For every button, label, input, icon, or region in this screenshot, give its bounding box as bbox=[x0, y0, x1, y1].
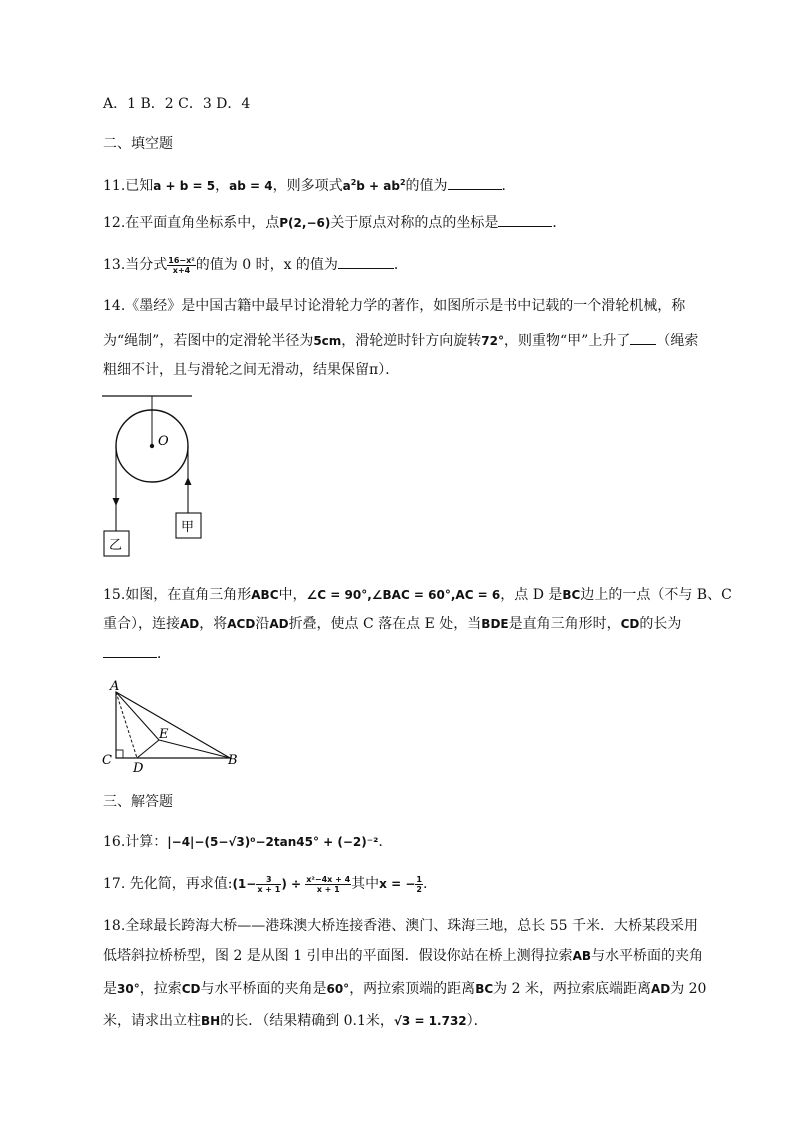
q17-part-1: (1− bbox=[232, 877, 257, 891]
q15-bde: BDE bbox=[481, 617, 509, 631]
vertex-d-label: D bbox=[133, 761, 144, 774]
section-title-fill-blank: 二、填空题 bbox=[103, 136, 173, 152]
q15-acd: ACD bbox=[227, 617, 256, 631]
pulley-center-label: O bbox=[158, 434, 169, 449]
segment-de bbox=[137, 740, 159, 758]
vertex-a-label: A bbox=[110, 679, 120, 694]
q14-line-3: 粗细不计，且与滑轮之间无滑动，结果保留π）． bbox=[103, 362, 400, 378]
q17-mid: 其中 bbox=[351, 876, 380, 892]
q14-text-b: ，滑轮逆时针方向旋转 bbox=[341, 333, 482, 349]
q13-end: ． bbox=[393, 257, 408, 273]
q17-end: . bbox=[422, 876, 428, 892]
q18-text-e: 与水平桥面的夹角是 bbox=[200, 981, 327, 997]
q13-prefix: 13.当分式 bbox=[103, 257, 168, 273]
q16-end: . bbox=[378, 834, 383, 850]
q14-line-1: 14.《墨经》是中国古籍中最早讨论滑轮力学的著作，如图所示是书中记载的一个滑轮机械，称 bbox=[103, 298, 686, 314]
q14-angle: 72° bbox=[481, 334, 504, 348]
q12-end: ． bbox=[552, 215, 567, 231]
q15-triangle: ABC bbox=[251, 588, 279, 602]
q15-condition: ∠C = 90°,∠BAC = 60°,AC = 6 bbox=[306, 588, 501, 602]
vertex-e-label: E bbox=[159, 727, 169, 742]
q18-angle-60: 60° bbox=[326, 982, 350, 996]
q18-ad: AD bbox=[650, 982, 671, 996]
q18-angle-30: 30° bbox=[117, 982, 140, 996]
q18-bc: BC bbox=[475, 982, 494, 996]
q15-line-3 bbox=[103, 643, 171, 664]
triangle-abc bbox=[116, 692, 230, 758]
vertex-c-label: C bbox=[102, 753, 112, 768]
q14-line-2 bbox=[103, 330, 698, 351]
q16-expression: |−4|−(5−√3)⁰−2tan45° + (−2)⁻² bbox=[167, 835, 379, 849]
q17-prefix: 17. 先化简，再求值: bbox=[103, 876, 233, 892]
down-arrow bbox=[113, 498, 120, 506]
q12-suffix: 关于原点对称的点的坐标是 bbox=[330, 215, 499, 231]
q15-bc: BC bbox=[562, 588, 581, 602]
q11-end: ． bbox=[501, 178, 516, 194]
q13-suffix: 的值为 0 时，x 的值为 bbox=[195, 257, 338, 273]
question-11 bbox=[103, 173, 516, 196]
q18-text-a: 低塔斜拉桥桥型，图 2 是从图 1 引申出的平面图．假设你站在桥上测得拉索 bbox=[103, 948, 573, 964]
section-title-solve: 三、解答题 bbox=[103, 794, 173, 810]
q15-text-b: 中， bbox=[278, 587, 307, 603]
q18-line-1: 18.全球最长跨海大桥——港珠澳大桥连接香港、澳门、珠海三地，总长 55 千米．大桥某段采用 bbox=[103, 918, 698, 934]
right-angle-mark bbox=[116, 750, 123, 758]
q18-text-h: 为 20 bbox=[670, 981, 707, 997]
q18-text-k: ）． bbox=[466, 1013, 488, 1029]
q18-text-f: ，两拉索顶端的距离 bbox=[349, 981, 476, 997]
q16-prefix: 16.计算： bbox=[103, 834, 168, 850]
q11-poly-exp-1: 2 bbox=[350, 178, 357, 187]
up-arrow bbox=[185, 477, 192, 485]
q15-text-d: 边上的一点（不与 B、C bbox=[580, 587, 732, 603]
q15-text-c: ，点 D 是 bbox=[500, 587, 563, 603]
q14-text-c: ，则重物“甲”上升了 bbox=[504, 333, 631, 349]
question-17 bbox=[103, 874, 427, 894]
q11-prefix: 11.已知 bbox=[103, 178, 154, 194]
q13-fraction bbox=[167, 256, 196, 275]
q11-mid: ，则多项式 bbox=[272, 178, 343, 194]
q15-text-j: 的长为 bbox=[639, 616, 682, 632]
segment-eb bbox=[159, 740, 230, 758]
q11-poly-a: a bbox=[342, 179, 351, 193]
pulley-center-dot bbox=[150, 444, 154, 448]
q15-cd: CD bbox=[620, 617, 640, 631]
q15-line-1 bbox=[103, 585, 732, 605]
q18-text-i: 米，请求出立柱 bbox=[103, 1013, 201, 1029]
q11-condition-2: ab = 4 bbox=[229, 179, 273, 193]
q10-options: A．1 B．2 C．3 D．4 bbox=[103, 96, 251, 112]
triangle-figure bbox=[100, 674, 250, 774]
q11-condition-1: a + b = 5 bbox=[153, 179, 216, 193]
q18-line-4 bbox=[103, 1011, 488, 1031]
q11-suffix: 的值为 bbox=[405, 178, 448, 194]
q12-point: P(2,−6) bbox=[279, 216, 331, 230]
question-12 bbox=[103, 212, 566, 233]
answer-blank[interactable] bbox=[338, 254, 394, 269]
q17-fraction-3: $\frac{1}{2}$ bbox=[416, 874, 422, 894]
q18-text-b: 与水平桥面的夹角 bbox=[591, 948, 704, 964]
q13-denominator: x+4 bbox=[172, 265, 191, 275]
q15-text-f: ，将 bbox=[199, 616, 228, 632]
q12-prefix: 12.在平面直角坐标系中，点 bbox=[103, 215, 280, 231]
q18-cd: CD bbox=[181, 982, 201, 996]
q15-text-i: 是直角三角形时， bbox=[508, 616, 621, 632]
q17-x-equals: x = − bbox=[379, 877, 416, 891]
q18-text-j: 的长．（结果精确到 0.1米， bbox=[220, 1013, 394, 1029]
q18-ab: AB bbox=[572, 949, 592, 963]
q15-ad: AD bbox=[180, 617, 200, 631]
pulley-figure bbox=[100, 388, 210, 563]
weight-yi-label: 乙 bbox=[109, 538, 123, 553]
vertex-b-label: B bbox=[228, 753, 238, 768]
q11-poly-b: b + ab bbox=[356, 179, 400, 193]
answer-blank[interactable] bbox=[630, 330, 656, 345]
question-13 bbox=[103, 254, 408, 275]
q15-line-2 bbox=[103, 614, 681, 634]
answer-blank[interactable] bbox=[103, 643, 157, 658]
q18-text-d: ，拉索 bbox=[139, 981, 182, 997]
q14-text-d: （绳索 bbox=[656, 333, 699, 349]
q15-text-a: 15.如图，在直角三角形 bbox=[103, 587, 252, 603]
answer-blank[interactable] bbox=[448, 175, 502, 190]
q18-line-3 bbox=[103, 979, 706, 999]
answer-blank[interactable] bbox=[498, 212, 552, 227]
q18-line-2 bbox=[103, 946, 703, 966]
q17-fraction-1: $\frac{3}{x + 1}$ bbox=[257, 874, 281, 894]
q17-fraction-2: $\frac{\text{x²−4x + 4}}{x + 1}$ bbox=[306, 874, 351, 894]
q14-text-a: 为“绳制”，若图中的定滑轮半径为 bbox=[103, 333, 314, 349]
q14-radius: 5cm bbox=[313, 334, 342, 348]
q18-text-c: 是 bbox=[103, 981, 117, 997]
q15-text-e: 重合），连接 bbox=[103, 616, 180, 632]
q15-text-g: 沿 bbox=[255, 616, 270, 632]
q11-poly-exp-2: 2 bbox=[399, 178, 406, 187]
segment-ae bbox=[116, 692, 159, 740]
q11-separator: ， bbox=[215, 178, 230, 194]
question-16 bbox=[103, 832, 383, 852]
q18-sqrt3: √3 = 1.732 bbox=[393, 1014, 467, 1028]
q15-text-h: 折叠，使点 C 落在点 E 处，当 bbox=[288, 616, 482, 632]
q15-end: ． bbox=[157, 646, 171, 662]
q15-ad-2: AD bbox=[269, 617, 289, 631]
weight-jia-label: 甲 bbox=[181, 520, 195, 535]
q13-numerator: 16−x² bbox=[168, 255, 195, 265]
q17-part-2: ) ÷ bbox=[281, 877, 306, 891]
q18-bh: BH bbox=[201, 1014, 221, 1028]
q18-text-g: 为 2 米，两拉索底端距离 bbox=[493, 981, 651, 997]
